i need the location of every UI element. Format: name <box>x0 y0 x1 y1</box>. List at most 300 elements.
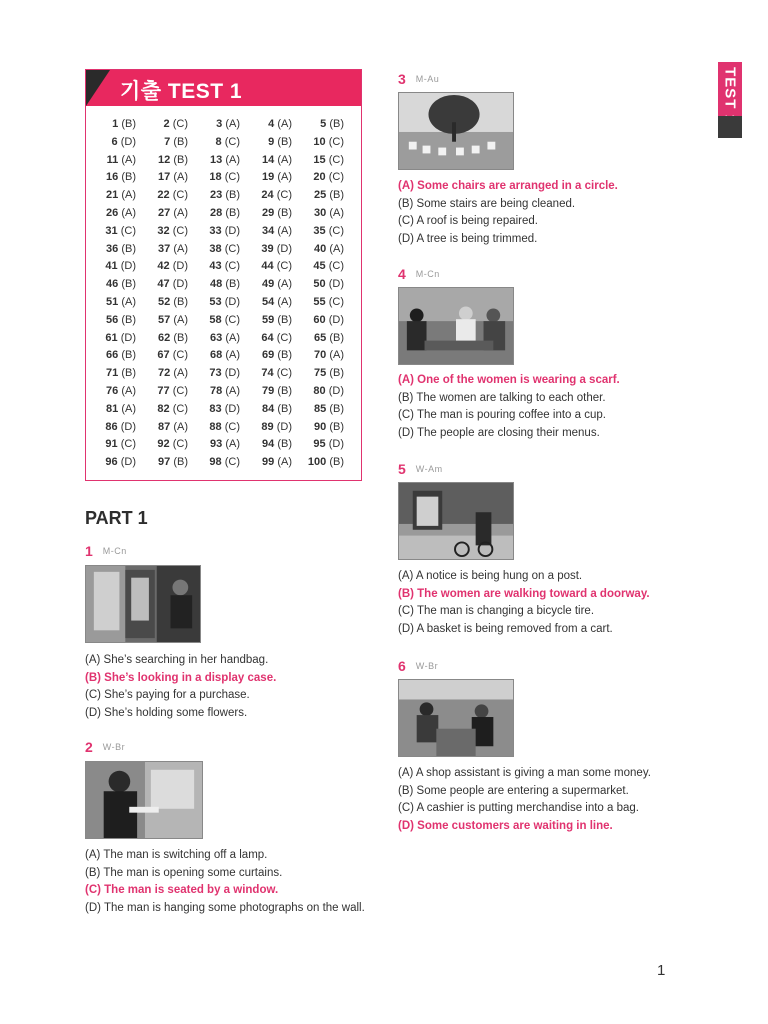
answer-cell <box>300 189 352 207</box>
answer-choice: (C) <box>172 189 188 202</box>
answer-choice: (A) <box>225 384 240 397</box>
answer-number: 23 <box>210 189 223 202</box>
answer-cell <box>300 296 352 314</box>
answer-cell <box>300 403 352 421</box>
answer-number: 35 <box>313 224 326 237</box>
answer-cell <box>300 421 352 439</box>
answer-cell <box>196 136 248 154</box>
option-b: (B) The women are talking to each other. <box>398 391 606 404</box>
answer-choice: (B) <box>329 367 344 380</box>
question-4-photo <box>398 287 514 365</box>
answer-choice: (C) <box>120 224 136 237</box>
speaker-code: W-Am <box>415 464 443 474</box>
answer-cell <box>92 260 144 278</box>
answer-choice: (A) <box>329 242 344 255</box>
answer-choice: (D) <box>224 295 240 308</box>
answer-cell <box>92 243 144 261</box>
answer-number: 12 <box>158 153 171 166</box>
answer-number: 26 <box>106 206 119 219</box>
answer-choice: (A) <box>121 206 136 219</box>
answer-number: 30 <box>314 206 327 219</box>
answer-cell <box>300 349 352 367</box>
answer-number: 76 <box>106 384 119 397</box>
answer-choice: (B) <box>225 206 240 219</box>
answer-cell <box>196 438 248 456</box>
answer-choice: (B) <box>329 189 344 202</box>
option-d: (D) A tree is being trimmed. <box>398 232 538 245</box>
question-number: 5 <box>398 461 406 477</box>
answer-choice: (C) <box>276 331 292 344</box>
answer-number: 42 <box>157 260 170 273</box>
question-number: 3 <box>398 71 406 87</box>
question-1-header <box>85 543 127 559</box>
option-a: (A) The man is switching off a lamp. <box>85 849 268 861</box>
answer-cell <box>196 154 248 172</box>
answer-cell <box>144 296 196 314</box>
answer-number: 69 <box>262 349 275 362</box>
answer-cell <box>92 118 144 136</box>
answer-choice: (A) <box>121 402 136 415</box>
option-c-correct: (C) The man is seated by a window. <box>85 884 279 896</box>
answer-choice: (A) <box>173 367 188 380</box>
answer-cell <box>248 367 300 385</box>
answer-cell <box>248 438 300 456</box>
answer-choice: (A) <box>173 206 188 219</box>
answer-choice: (B) <box>121 367 136 380</box>
speaker-code: W-Br <box>415 661 439 671</box>
answer-number: 60 <box>313 313 326 326</box>
answer-cell <box>300 367 352 385</box>
answer-number: 22 <box>157 189 170 202</box>
answer-number: 81 <box>106 402 119 415</box>
answer-cell <box>92 367 144 385</box>
answer-cell <box>92 385 144 403</box>
answer-choice: (C) <box>172 384 188 397</box>
answer-cell <box>196 367 248 385</box>
answer-choice: (C) <box>276 260 292 273</box>
question-2-photo <box>85 761 203 839</box>
answer-choice: (A) <box>173 420 188 433</box>
answer-number: 97 <box>158 456 171 469</box>
answer-choice: (B) <box>329 420 344 433</box>
answer-number: 31 <box>105 224 118 237</box>
option-a: (A) She’s searching in her handbag. <box>85 654 269 666</box>
answer-cell <box>196 385 248 403</box>
option-b: (B) Some people are entering a supermarket. <box>398 784 629 797</box>
question-6-photo <box>398 679 514 757</box>
answer-choice: (B) <box>121 118 136 130</box>
question-5-options <box>398 568 650 638</box>
answer-number: 44 <box>261 260 274 273</box>
answer-cell <box>92 332 144 350</box>
answer-choice: (B) <box>277 135 292 148</box>
answer-number: 39 <box>261 242 274 255</box>
answer-choice: (C) <box>172 349 188 362</box>
option-d: (D) She’s holding some flowers. <box>85 706 248 719</box>
answer-number: 65 <box>314 331 327 344</box>
question-5-header <box>398 461 443 477</box>
answer-cell <box>144 332 196 350</box>
answer-choice: (C) <box>224 171 240 184</box>
answer-cell <box>92 136 144 154</box>
answer-choice: (A) <box>277 278 292 291</box>
answer-choice: (B) <box>329 331 344 344</box>
answer-choice: (C) <box>224 313 240 326</box>
answer-cell <box>248 278 300 296</box>
answer-number: 43 <box>209 260 222 273</box>
answer-choice: (D) <box>276 242 292 255</box>
answer-number: 19 <box>262 171 275 184</box>
question-3-header <box>398 71 439 87</box>
answer-cell <box>92 456 144 474</box>
answer-number: 49 <box>262 278 275 291</box>
answer-choice: (A) <box>225 349 240 362</box>
answer-cell <box>248 332 300 350</box>
answer-choice: (C) <box>328 135 344 148</box>
option-d: (D) The people are closing their menus. <box>398 426 600 439</box>
answer-choice: (C) <box>328 224 344 237</box>
answer-choice: (D) <box>120 135 136 148</box>
question-4-header <box>398 266 440 282</box>
speaker-code: M-Au <box>415 74 440 84</box>
answer-cell <box>196 456 248 474</box>
answer-choice: (D) <box>120 456 136 469</box>
answer-cell <box>300 171 352 189</box>
answer-number: 10 <box>313 135 326 148</box>
answer-choice: (D) <box>224 224 240 237</box>
answer-cell <box>92 189 144 207</box>
option-b-correct: (B) She’s looking in a display case. <box>85 671 277 684</box>
answer-number: 74 <box>261 367 274 380</box>
question-6-options <box>398 765 651 835</box>
answer-choice: (A) <box>329 349 344 362</box>
answer-number: 85 <box>314 402 327 415</box>
answer-number: 25 <box>314 189 327 202</box>
answer-number: 83 <box>209 402 222 415</box>
answer-cell <box>92 314 144 332</box>
answer-number: 48 <box>210 278 223 291</box>
answer-cell <box>300 260 352 278</box>
answer-key-grid <box>92 118 352 474</box>
answer-number: 9 <box>268 135 275 148</box>
answer-choice: (A) <box>225 153 240 166</box>
answer-number: 34 <box>262 224 275 237</box>
answer-cell <box>92 154 144 172</box>
answer-choice: (B) <box>121 313 136 326</box>
answer-number: 7 <box>164 135 171 148</box>
answer-number: 62 <box>158 331 171 344</box>
answer-cell <box>248 385 300 403</box>
answer-number: 56 <box>106 313 119 326</box>
answer-number: 14 <box>262 153 275 166</box>
answer-number: 32 <box>157 224 170 237</box>
side-tab <box>718 62 742 138</box>
answer-number: 78 <box>210 384 223 397</box>
answer-cell <box>144 278 196 296</box>
answer-choice: (D) <box>120 331 136 344</box>
answer-cell <box>92 349 144 367</box>
answer-cell <box>248 225 300 243</box>
answer-choice: (D) <box>224 402 240 415</box>
answer-choice: (B) <box>173 295 188 308</box>
answer-cell <box>248 243 300 261</box>
answer-cell <box>300 314 352 332</box>
option-c: (C) The man is pouring coffee into a cup. <box>398 409 606 421</box>
answer-cell <box>248 296 300 314</box>
answer-number: 68 <box>210 349 223 362</box>
answer-number: 29 <box>262 206 275 219</box>
answer-choice: (C) <box>224 260 240 273</box>
option-c: (C) A cashier is putting merchandise into a bag. <box>398 802 639 814</box>
answer-cell <box>248 403 300 421</box>
answer-cell <box>144 385 196 403</box>
answer-cell <box>144 367 196 385</box>
answer-number: 92 <box>157 438 170 451</box>
answer-cell <box>300 278 352 296</box>
answer-choice: (D) <box>120 260 136 273</box>
answer-choice: (B) <box>277 384 292 397</box>
answer-choice: (B) <box>277 402 292 415</box>
answer-choice: (A) <box>173 313 188 326</box>
answer-choice: (D) <box>120 420 136 433</box>
answer-choice: (A) <box>277 118 292 130</box>
answer-number: 15 <box>313 153 326 166</box>
side-tab-word: TEST <box>721 67 739 110</box>
answer-number: 75 <box>314 367 327 380</box>
answer-cell <box>196 349 248 367</box>
answer-number: 57 <box>158 313 171 326</box>
answer-cell <box>196 403 248 421</box>
answer-number: 64 <box>261 331 274 344</box>
answer-number: 6 <box>111 135 118 148</box>
answer-choice: (B) <box>173 456 188 469</box>
answer-cell <box>196 260 248 278</box>
answer-cell <box>248 314 300 332</box>
answer-cell <box>196 314 248 332</box>
answer-number: 72 <box>158 367 171 380</box>
answer-cell <box>144 118 196 136</box>
answer-cell <box>300 136 352 154</box>
answer-number: 59 <box>262 313 275 326</box>
answer-cell <box>248 118 300 136</box>
answer-choice: (A) <box>277 295 292 308</box>
question-4-options <box>398 372 620 442</box>
option-a-correct: (A) One of the women is wearing a scarf. <box>398 374 620 386</box>
answer-choice: (D) <box>224 367 240 380</box>
answer-number: 50 <box>313 278 326 291</box>
answer-choice: (A) <box>225 118 240 130</box>
answer-number: 55 <box>313 295 326 308</box>
answer-cell <box>248 207 300 225</box>
answer-number: 71 <box>106 367 119 380</box>
question-1-options <box>85 652 276 722</box>
answer-number: 63 <box>210 331 223 344</box>
answer-choice: (A) <box>329 206 344 219</box>
header-notch <box>86 70 110 106</box>
answer-number: 20 <box>313 171 326 184</box>
option-b: (B) Some stairs are being cleaned. <box>398 197 576 210</box>
speaker-code: W-Br <box>102 742 126 752</box>
answer-choice: (B) <box>173 153 188 166</box>
answer-choice: (D) <box>328 438 344 451</box>
answer-choice: (C) <box>224 242 240 255</box>
question-2-header <box>85 739 125 755</box>
answer-cell <box>248 189 300 207</box>
answer-choice: (A) <box>121 189 136 202</box>
answer-number: 84 <box>262 402 275 415</box>
answer-choice: (B) <box>121 278 136 291</box>
answer-number: 51 <box>106 295 119 308</box>
answer-cell <box>196 278 248 296</box>
answer-cell <box>92 296 144 314</box>
answer-cell <box>196 332 248 350</box>
answer-choice: (C) <box>172 402 188 415</box>
answer-number: 46 <box>106 278 119 291</box>
answer-cell <box>248 349 300 367</box>
answer-choice: (B) <box>277 206 292 219</box>
answer-number: 18 <box>209 171 222 184</box>
answer-choice: (A) <box>121 384 136 397</box>
answer-choice: (D) <box>328 384 344 397</box>
answer-key-title: 기출 TEST 1 <box>120 80 243 103</box>
question-2-options <box>85 847 375 917</box>
question-number: 6 <box>398 658 406 674</box>
question-1-photo <box>85 565 201 643</box>
answer-number: 24 <box>261 189 274 202</box>
option-b: (B) The man is opening some curtains. <box>85 866 283 879</box>
answer-choice: (A) <box>225 331 240 344</box>
answer-cell <box>92 421 144 439</box>
answer-choice: (C) <box>224 135 240 148</box>
answer-cell <box>144 154 196 172</box>
answer-key-header <box>86 70 361 106</box>
answer-number: 80 <box>313 384 326 397</box>
answer-number: 3 <box>216 118 223 130</box>
answer-cell <box>300 243 352 261</box>
side-tab-dark-block <box>718 116 742 138</box>
part-title: PART 1 <box>85 508 148 528</box>
answer-number: 27 <box>158 206 171 219</box>
answer-cell <box>144 136 196 154</box>
answer-cell <box>300 438 352 456</box>
answer-number: 33 <box>209 224 222 237</box>
speaker-code: M-Cn <box>102 546 127 556</box>
answer-choice: (B) <box>225 278 240 291</box>
answer-cell <box>248 171 300 189</box>
answer-cell <box>92 171 144 189</box>
answer-number: 40 <box>314 242 327 255</box>
answer-number: 93 <box>210 438 223 451</box>
answer-cell <box>196 421 248 439</box>
answer-choice: (D) <box>328 278 344 291</box>
answer-cell <box>92 403 144 421</box>
answer-number: 16 <box>106 171 119 184</box>
answer-number: 4 <box>268 118 275 130</box>
answer-choice: (D) <box>328 313 344 326</box>
answer-number: 8 <box>215 135 222 148</box>
answer-number: 61 <box>105 331 118 344</box>
answer-choice: (A) <box>173 171 188 184</box>
answer-cell <box>300 154 352 172</box>
question-3-photo <box>398 92 514 170</box>
answer-choice: (B) <box>121 242 136 255</box>
answer-choice: (C) <box>224 456 240 469</box>
answer-number: 11 <box>106 153 119 166</box>
answer-number: 52 <box>158 295 171 308</box>
answer-number: 98 <box>209 456 222 469</box>
answer-choice: (B) <box>329 402 344 415</box>
answer-number: 38 <box>209 242 222 255</box>
answer-choice: (B) <box>329 118 344 130</box>
answer-number: 87 <box>158 420 171 433</box>
option-c: (C) The man is changing a bicycle tire. <box>398 605 595 617</box>
answer-number: 91 <box>105 438 118 451</box>
answer-cell <box>196 171 248 189</box>
answer-cell <box>144 243 196 261</box>
answer-choice: (C) <box>172 224 188 237</box>
question-5-photo <box>398 482 514 560</box>
answer-number: 96 <box>105 456 118 469</box>
answer-cell <box>300 332 352 350</box>
answer-cell <box>248 260 300 278</box>
answer-choice: (B) <box>329 456 344 469</box>
answer-number: 95 <box>313 438 326 451</box>
answer-cell <box>144 260 196 278</box>
speaker-code: M-Cn <box>415 269 440 279</box>
answer-number: 54 <box>262 295 275 308</box>
answer-cell <box>248 154 300 172</box>
answer-cell <box>196 243 248 261</box>
option-c: (C) She’s paying for a purchase. <box>85 689 250 701</box>
answer-number: 1 <box>112 118 119 130</box>
option-c: (C) A roof is being repaired. <box>398 215 538 227</box>
answer-cell <box>144 225 196 243</box>
answer-choice: (D) <box>276 420 292 433</box>
answer-choice: (C) <box>120 438 136 451</box>
answer-cell <box>196 225 248 243</box>
answer-choice: (A) <box>225 438 240 451</box>
answer-number: 41 <box>105 260 118 273</box>
answer-cell <box>248 136 300 154</box>
answer-number: 5 <box>320 118 327 130</box>
question-number: 2 <box>85 739 93 755</box>
answer-cell <box>196 118 248 136</box>
answer-cell <box>248 421 300 439</box>
answer-cell <box>300 207 352 225</box>
option-d: (D) A basket is being removed from a cart. <box>398 622 613 635</box>
answer-cell <box>248 456 300 474</box>
answer-choice: (B) <box>225 189 240 202</box>
answer-cell <box>92 438 144 456</box>
option-a-correct: (A) Some chairs are arranged in a circle. <box>398 180 618 192</box>
answer-choice: (B) <box>173 135 188 148</box>
answer-number: 90 <box>314 420 327 433</box>
answer-number: 17 <box>158 171 171 184</box>
answer-choice: (C) <box>224 420 240 433</box>
answer-number: 94 <box>262 438 275 451</box>
answer-number: 66 <box>106 349 119 362</box>
answer-choice: (C) <box>328 153 344 166</box>
answer-number: 77 <box>157 384 170 397</box>
answer-cell <box>144 207 196 225</box>
answer-cell <box>300 385 352 403</box>
answer-cell <box>144 403 196 421</box>
answer-number: 82 <box>157 402 170 415</box>
answer-choice: (B) <box>121 349 136 362</box>
page-number: 1 <box>657 962 666 979</box>
answer-number: 67 <box>157 349 170 362</box>
answer-choice: (B) <box>277 349 292 362</box>
